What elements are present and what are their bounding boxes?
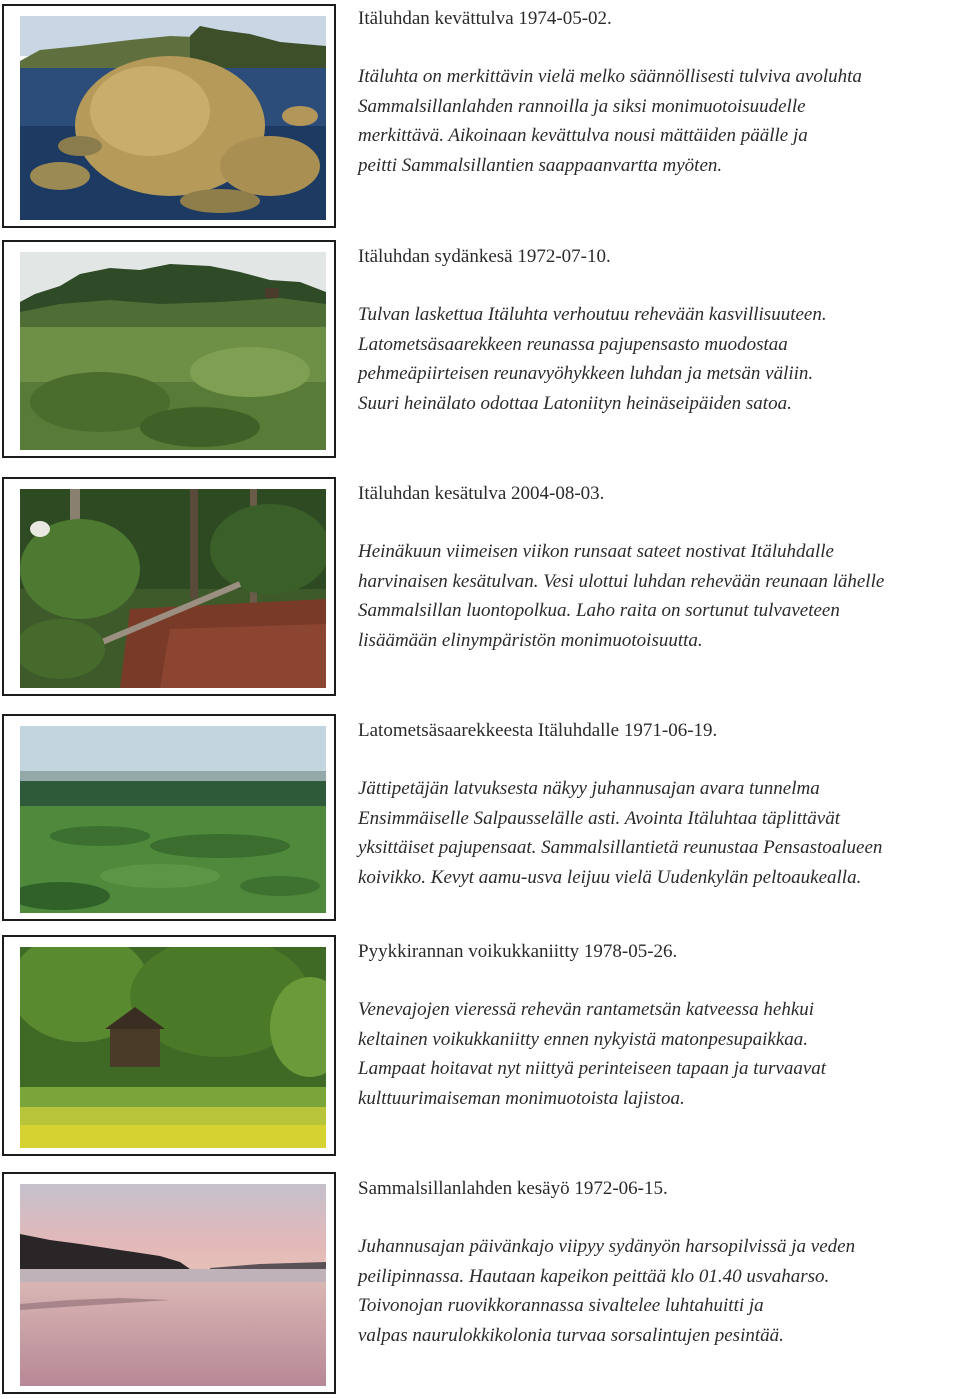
description-line: Heinäkuun viimeisen viikon runsaat sateet nostivat Itäluhdalle: [358, 541, 834, 562]
photo-frame: [2, 935, 336, 1156]
description-line: valpas naurulokkikolonia turvaa sorsalintujen pesintää.: [358, 1324, 784, 1346]
entry-description: [358, 774, 960, 892]
photo-entry: [0, 0, 960, 235]
photo-entry: [0, 238, 960, 463]
entry-description: [358, 300, 960, 418]
entry-title: Itäluhdan kevättulva 1974-05-02.: [358, 8, 612, 29]
description-line: Juhannusajan päivänkajo viipyy sydänyön harsopilvissä ja veden: [358, 1236, 856, 1257]
description-line: Toivonojan ruovikkorannassa sivaltelee luhtahuitti ja: [358, 1295, 764, 1316]
description-line: koivikko. Kevyt aamu-usva leijuu vielä Uudenkylän peltoaukealla.: [358, 866, 862, 888]
photo-dandelion-meadow: [20, 947, 326, 1148]
photo-summer-flood: [20, 489, 326, 688]
description-line: kulttuurimaiseman monimuotoista lajistoa.: [358, 1087, 685, 1109]
entry-description: [358, 62, 960, 180]
entry-title: Itäluhdan sydänkesä 1972-07-10.: [358, 246, 611, 267]
photo-frame: [2, 240, 336, 458]
description-line: Ensimmäiselle Salpausselälle asti. Avointa Itäluhtaa täplittävät: [358, 807, 841, 829]
description-line: keltainen voikukkaniitty ennen nykyistä matonpesupaikkaa.: [358, 1028, 809, 1050]
photo-frame: [2, 4, 336, 228]
photo-entry: [0, 1170, 960, 1395]
description-line: Latometsäsaarekkeen reunassa pajupensasto muodostaa: [358, 333, 788, 355]
description-line: Suuri heinälato odottaa Latoniityn heinäseipäiden satoa.: [358, 392, 792, 414]
photo-midsummer: [20, 252, 326, 450]
description-line: yksittäiset pajupensaat. Sammalsillantietä reunustaa Pensastoalueen: [358, 837, 883, 858]
entry-title: Sammalsillanlahden kesäyö 1972-06-15.: [358, 1178, 668, 1199]
entry-description: [358, 537, 960, 655]
entry-title: Pyykkirannan voikukkaniitty 1978-05-26.: [358, 941, 678, 962]
description-line: lisäämään elinympäristön monimuotoisuutta.: [358, 629, 703, 651]
description-line: peitti Sammalsillantien saappaanvartta myöten.: [358, 154, 723, 176]
description-line: Itäluhta on merkittävin vielä melko säännöllisesti tulviva avoluhta: [358, 66, 862, 87]
description-line: Jättipetäjän latvuksesta näkyy juhannusajan avara tunnelma: [358, 778, 820, 799]
description-line: peilipinnassa. Hautaan kapeikon peittää klo 01.40 usvaharso.: [358, 1265, 830, 1287]
photo-frame: [2, 1172, 336, 1394]
photo-entry: [0, 475, 960, 700]
photo-summer-night: [20, 1184, 326, 1386]
description-line: Tulvan laskettua Itäluhta verhoutuu rehevään kasvillisuuteen.: [358, 304, 827, 325]
entry-title: Latometsäsaarekkeesta Itäluhdalle 1971-06-19.: [358, 720, 718, 741]
photo-meadow-view: [20, 726, 326, 913]
description-line: Sammalsillanlahden rannoilla ja siksi monimuotoisuudelle: [358, 95, 806, 117]
description-line: Venevajojen vieressä rehevän rantametsän katveessa hehkui: [358, 999, 815, 1020]
description-line: Sammalsillan luontopolkua. Laho raita on sortunut tulvaveteen: [358, 600, 840, 621]
entry-description: [358, 995, 960, 1113]
description-line: merkittävä. Aikoinaan kevättulva nousi mättäiden päälle ja: [358, 125, 808, 146]
photo-frame: [2, 714, 336, 921]
photo-entry: [0, 712, 960, 922]
photo-entry: [0, 933, 960, 1158]
photo-frame: [2, 477, 336, 696]
photo-spring-flood: [20, 16, 326, 220]
entry-description: [358, 1232, 960, 1350]
description-line: harvinaisen kesätulvan. Vesi ulottui luhdan rehevään reunaan lähelle: [358, 570, 885, 592]
entry-title: Itäluhdan kesätulva 2004-08-03.: [358, 483, 605, 504]
description-line: pehmeäpiirteisen reunavyöhykkeen luhdan ja metsän väliin.: [358, 363, 814, 384]
description-line: Lampaat hoitavat nyt niittyä perinteiseen tapaan ja turvaavat: [358, 1058, 827, 1079]
